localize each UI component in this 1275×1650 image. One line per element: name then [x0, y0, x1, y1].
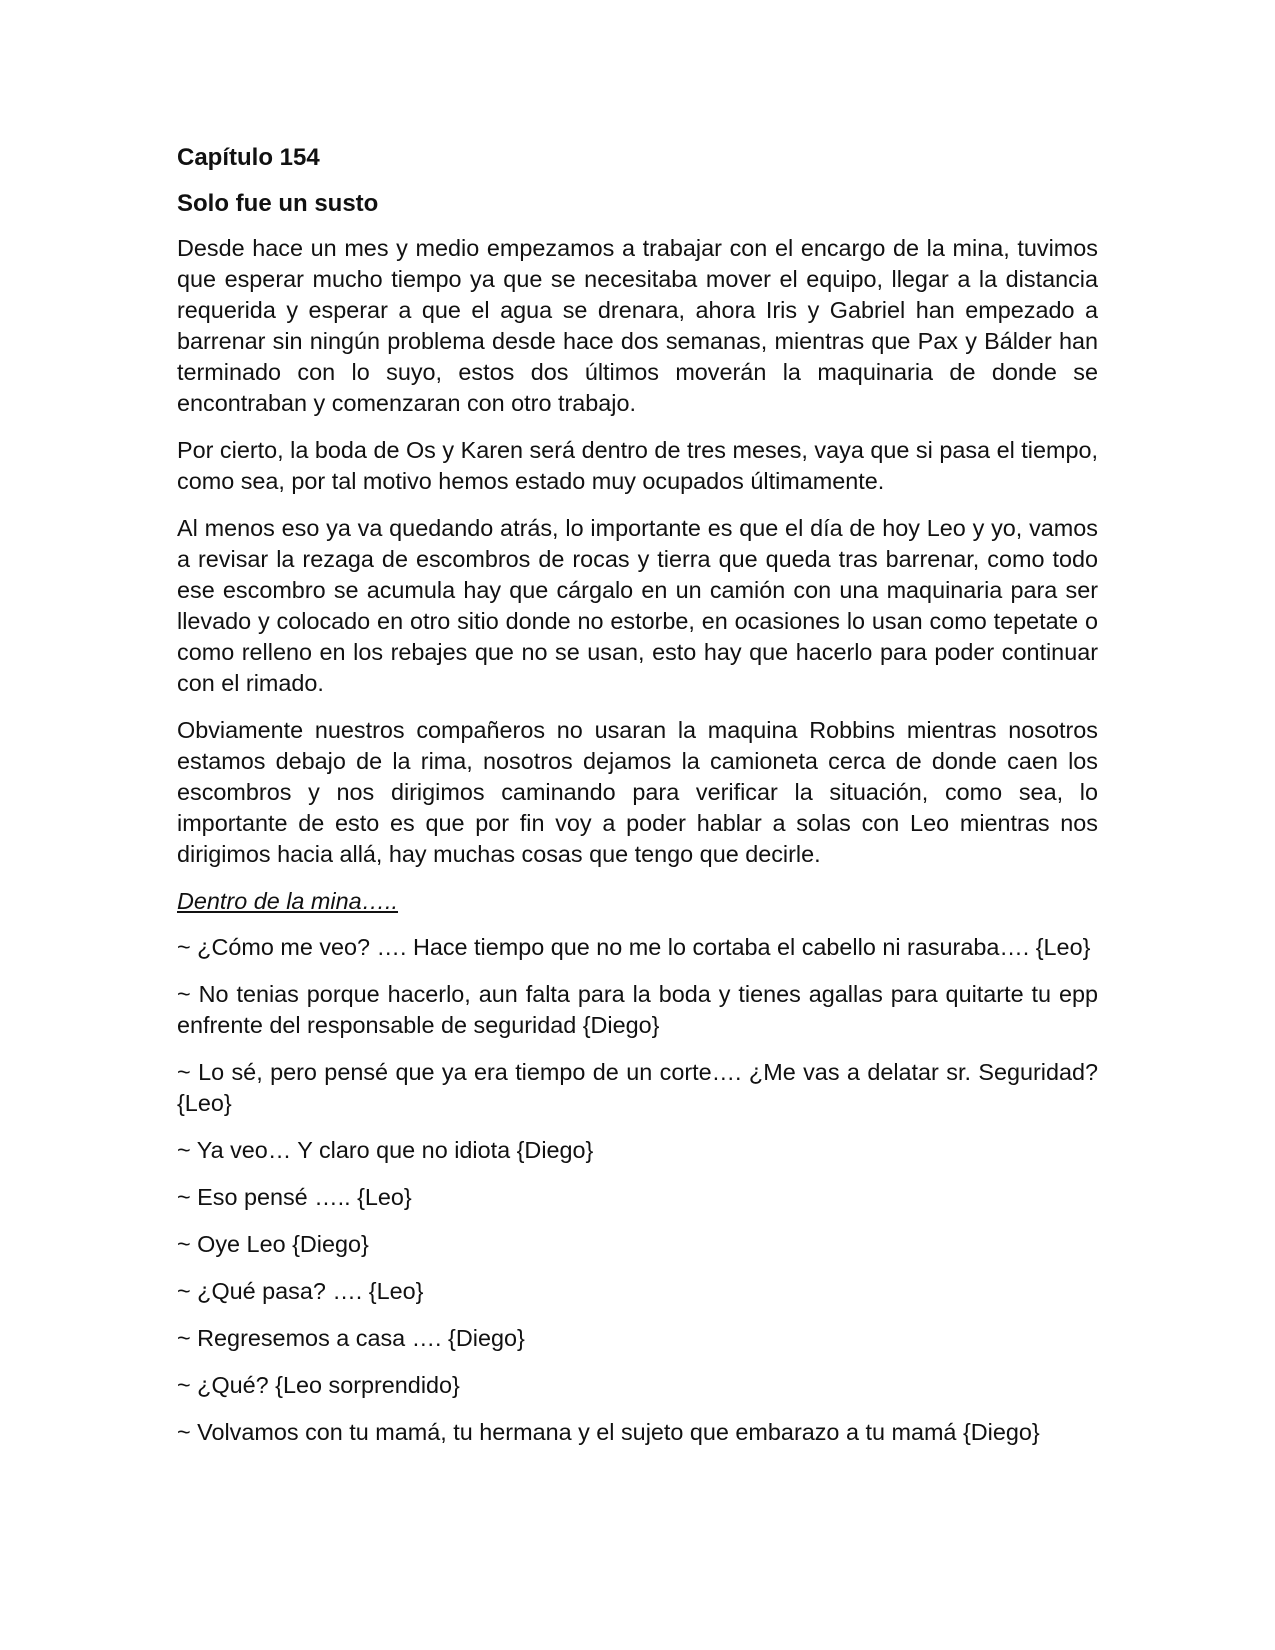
- dialogue-line: ~ Eso pensé ….. {Leo}: [177, 1184, 412, 1210]
- paragraph: Al menos eso ya va quedando atrás, lo importante es que el día de hoy Leo y yo, vamos a revisar la rezaga de escombros de rocas y tierra que queda tras barrenar, como todo ese escombro se acumula hay que cárgalo en un camión con una maquinaria para ser llevado y colocado en otro sitio donde no estorbe, en ocasiones lo usan como tepetate o como relleno en los rebajes que no se usan, esto hay que hacerlo para poder continuar con el rimado.: [177, 515, 1098, 696]
- dialogue-line: ~ No tenias porque hacerlo, aun falta para la boda y tienes agallas para quitarte tu epp enfrente del responsable de seguridad {Diego}: [177, 981, 1098, 1038]
- dialogue-line: ~ Lo sé, pero pensé que ya era tiempo de un corte…. ¿Me vas a delatar sr. Seguridad? {Leo}: [177, 1059, 1098, 1116]
- document-page: [177, 143, 1098, 1464]
- dialogue-line: ~ Regresemos a casa …. {Diego}: [177, 1325, 525, 1351]
- dialogue-line: ~ Oye Leo {Diego}: [177, 1231, 369, 1257]
- paragraph: Obviamente nuestros compañeros no usaran la maquina Robbins mientras nosotros estamos debajo de la rima, nosotros dejamos la camioneta cerca de donde caen los escombros y nos dirigimos caminando para verificar la situación, como sea, lo importante de esto es que por fin voy a poder hablar a solas con Leo mientras nos dirigimos hacia allá, hay muchas cosas que tengo que decirle.: [177, 717, 1098, 867]
- dialogue-line: ~ Volvamos con tu mamá, tu hermana y el sujeto que embarazo a tu mamá {Diego}: [177, 1419, 1040, 1445]
- chapter-heading: Capítulo 154: [177, 144, 320, 171]
- paragraph: Desde hace un mes y medio empezamos a trabajar con el encargo de la mina, tuvimos que esperar mucho tiempo ya que se necesitaba mover el equipo, llegar a la distancia requerida y esperar a que el agua se drenara, ahora Iris y Gabriel han empezado a barrenar sin ningún problema desde hace dos semanas, mientras que Pax y Bálder han terminado con lo suyo, estos dos últimos moverán la maquinaria de donde se encontraban y comenzaran con otro trabajo.: [177, 235, 1098, 416]
- dialogue-line: ~ ¿Qué pasa? …. {Leo}: [177, 1278, 424, 1304]
- dialogue-line: ~ ¿Cómo me veo? …. Hace tiempo que no me lo cortaba el cabello ni rasuraba…. {Leo}: [177, 934, 1091, 960]
- dialogue-line: ~ Ya veo… Y claro que no idiota {Diego}: [177, 1137, 594, 1163]
- dialogue-line: ~ ¿Qué? {Leo sorprendido}: [177, 1372, 460, 1398]
- chapter-subtitle: Solo fue un susto: [177, 190, 379, 217]
- scene-heading: Dentro de la mina…..: [177, 888, 399, 914]
- paragraph: Por cierto, la boda de Os y Karen será dentro de tres meses, vaya que si pasa el tiempo, como sea, por tal motivo hemos estado muy ocupados últimamente.: [177, 437, 1098, 494]
